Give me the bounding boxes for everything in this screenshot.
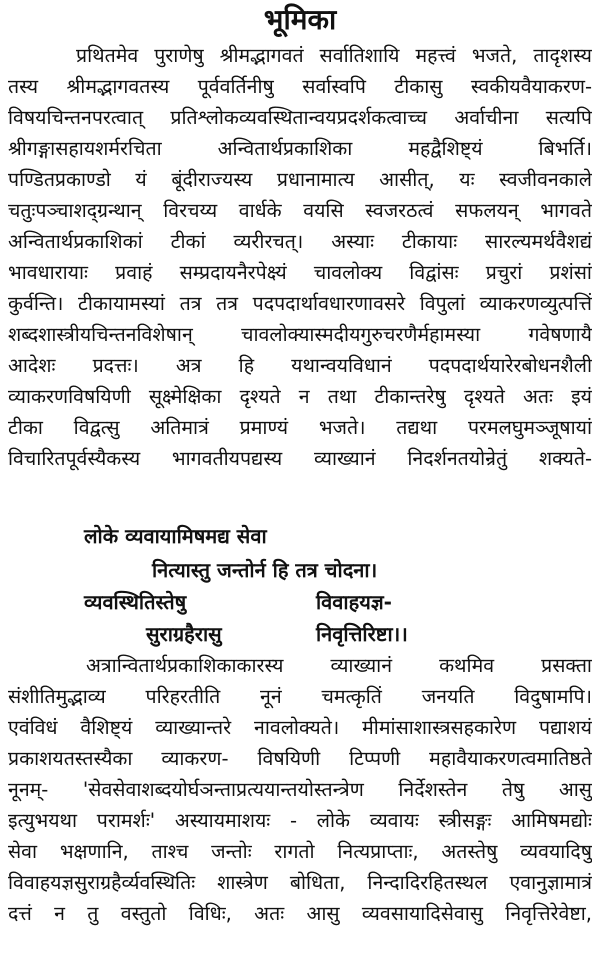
page-title: भूमिका: [263, 3, 337, 36]
text-line: व्याकरणविषयिणी सूक्ष्मेक्षिका दृश्यते न तथा टीकान्तरेषु दृश्यते अतः इयं: [8, 385, 592, 408]
text-line: चतुःपञ्चाशद्ग्रन्थान् विरचय्य वार्धके वयसि स्वजरठत्वं सफलयन् भागवते: [8, 199, 592, 222]
verse-line: लोके व्यवायामिषमद्य सेवा: [84, 524, 267, 548]
text-line: नूनम्- 'सेवसेवाशब्दयोर्घञन्ताप्रत्ययान्तयोस्तन्त्रेण निर्देशस्तेन तेषु आसु: [8, 778, 592, 801]
verse-line: विवाहयज्ञ-: [316, 590, 392, 614]
verse-line: सुराग्रहैरासु: [146, 622, 222, 646]
text-line: शब्दशास्त्रीयचिन्तनविशेषान् चावलोक्यास्मदीयगुरुचरणैर्महामस्या गवेषणायै: [8, 323, 592, 346]
text-line: अत्रान्वितार्थप्रकाशिकाकारस्य व्याख्यानं कथमिव प्रसक्ता: [86, 654, 592, 677]
text-line: विवाहयज्ञसुराग्रहैर्व्यवस्थितिः शास्त्रेण बोधिता, निन्दादिरहितस्थल एवानुज्ञामात्रं: [8, 871, 592, 894]
text-line: दत्तं न तु वस्तुतो विधिः, अतः आसु व्यवसायादिसेवासु निवृत्तिरेवेष्टा,: [8, 902, 592, 925]
text-line: प्रकाशयतस्तस्यैका व्याकरण- विषयिणी टिप्पणी महावैयाकरणत्वमातिष्ठते: [8, 747, 592, 770]
text-line: भावधारायाः प्रवाहं सम्प्रदायनैरपेक्ष्यं चावलोक्य विद्वांसः प्रचुरां प्रशंसां: [8, 261, 592, 284]
text-line: विचारितपूर्वस्यैकस्य भागवतीयपद्यस्य व्याख्यानं निदर्शनतयोन्रेतुं शक्यते-: [8, 447, 592, 470]
text-line: सेवा भक्षणानि, ताश्च जन्तोः रागतो नित्यप्राप्ताः, अतस्तेषु व्यवयादिषु: [8, 840, 592, 863]
text-line: संशीतिमुद्भाव्य परिहरतीति नूनं चमत्कृतिं जनयति विदुषामपि।: [8, 685, 592, 708]
text-line: टीका विद्वत्सु अतिमात्रं प्रमाण्यं भजते। तद्यथा परमलघुमञ्जूषायां: [8, 416, 592, 439]
text-line: कुर्वन्ति। टीकायामस्यां तत्र तत्र पदपदार्थावधारणावसरे विपुलां व्याकरणव्युत्पत्तिं: [8, 292, 592, 315]
paragraph-intro: [8, 40, 592, 474]
text-line: अन्वितार्थप्रकाशिकां टीकां व्यरीरचत्। अस्याः टीकायाः सारल्यमर्थवैशद्यं: [8, 230, 592, 253]
text-line: प्रथितमेव पुराणेषु श्रीमद्भागवतं सर्वातिशायि महत्त्वं भजते, तादृशस्य: [76, 44, 592, 67]
paragraph-commentary: [8, 650, 592, 929]
text-line: इत्युभयथा परामर्शः' अस्यायमाशयः - लोके व्यवायः स्त्रीसङ्गः आमिषमद्योः: [8, 809, 592, 832]
verse-line: व्यवस्थितिस्तेषु: [84, 590, 187, 614]
text-line: पण्डितप्रकाण्डो यं बूंदीराज्यस्य प्रधानामात्य आसीत्, यः स्वजीवनकाले: [8, 168, 592, 191]
text-line: विषयचिन्तनपरत्वात् प्रतिश्लोकव्यवस्थितान्वयप्रदर्शकत्वाच्च अर्वाचीना सत्यपि: [8, 106, 592, 129]
text-line: एवंविधं वैशिष्ट्यं व्याख्यान्तरे नावलोक्यते। मीमांसाशास्त्रसहकारेण पद्याशयं: [8, 716, 592, 739]
verse-line: निवृत्तिरिष्टा।।: [316, 622, 408, 646]
text-line: तस्य श्रीमद्भागवतस्य पूर्ववर्तिनीषु सर्वास्वपि टीकासु स्वकीयवैयाकरण-: [8, 75, 592, 98]
text-line: आदेशः प्रदत्तः। अत्र हि यथान्वयविधानं पदपदार्थयारेरबोधनशैली: [8, 354, 592, 377]
verse-line: नित्यास्तु जन्तोर्न हि तत्र चोदना।: [152, 558, 378, 582]
text-line: श्रीगङ्गासहायशर्मरचिता अन्वितार्थप्रकाशिका महद्वैशिष्ट्यं बिभर्ति।: [8, 137, 592, 160]
